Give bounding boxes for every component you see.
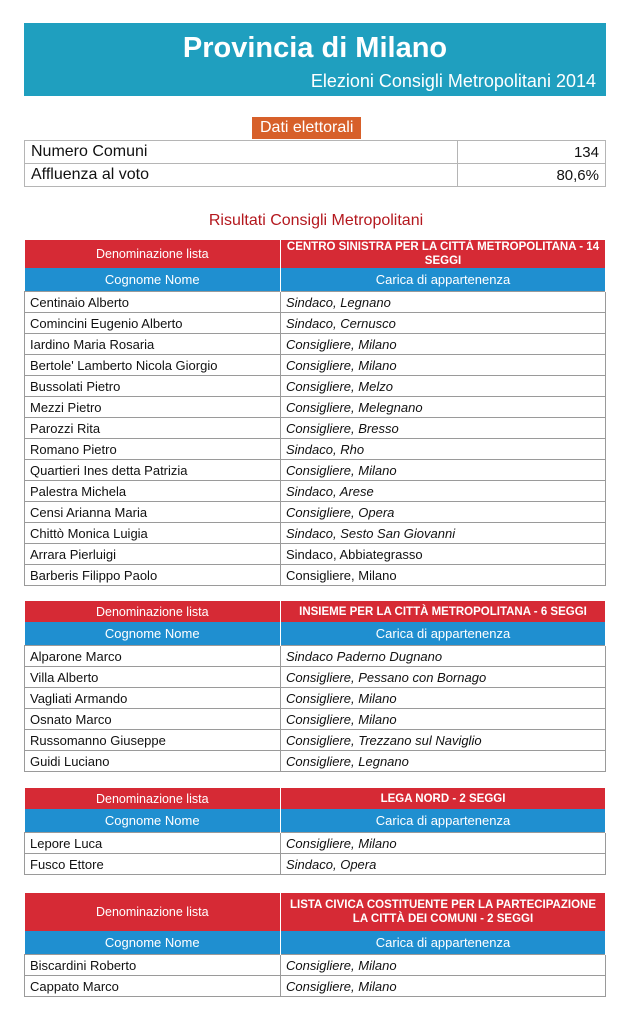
table-row <box>25 481 606 502</box>
member-role: Consigliere, Milano <box>281 565 606 586</box>
member-role: Sindaco, Cernusco <box>281 313 606 334</box>
member-role: Consigliere, Melegnano <box>281 397 606 418</box>
member-role: Consigliere, Bresso <box>281 418 606 439</box>
table-row <box>25 292 606 313</box>
member-role: Consigliere, Milano <box>281 460 606 481</box>
member-role: Sindaco, Sesto San Giovanni <box>281 523 606 544</box>
member-name: Lepore Luca <box>25 833 281 854</box>
table-row <box>25 397 606 418</box>
stats-table <box>24 140 606 187</box>
member-name: Quartieri Ines detta Patrizia <box>25 460 281 481</box>
member-role: Sindaco, Abbiategrasso <box>281 544 606 565</box>
member-name: Bussolati Pietro <box>25 376 281 397</box>
member-name: Osnato Marco <box>25 709 281 730</box>
table-row <box>25 313 606 334</box>
member-name: Chittò Monica Luigia <box>25 523 281 544</box>
stats-row-label: Affluenza al voto <box>25 164 458 187</box>
list-table-lista-civica <box>24 893 606 997</box>
table-row <box>25 334 606 355</box>
member-name: Vagliati Armando <box>25 688 281 709</box>
subheader-role: Carica di appartenenza <box>281 622 606 646</box>
table-row <box>25 709 606 730</box>
member-role: Consigliere, Opera <box>281 502 606 523</box>
member-name: Centinaio Alberto <box>25 292 281 313</box>
subheader-name: Cognome Nome <box>25 268 281 292</box>
member-role: Sindaco, Arese <box>281 481 606 502</box>
member-role: Consigliere, Legnano <box>281 751 606 772</box>
table-row <box>25 565 606 586</box>
table-row <box>25 418 606 439</box>
table-row <box>25 751 606 772</box>
member-role: Sindaco, Rho <box>281 439 606 460</box>
member-name: Barberis Filippo Paolo <box>25 565 281 586</box>
stats-row-value: 80,6% <box>458 164 606 187</box>
list-column-label: Denominazione lista <box>25 240 281 268</box>
table-row <box>25 376 606 397</box>
subheader-role: Carica di appartenenza <box>281 809 606 833</box>
list-name: INSIEME PER LA CITTÀ METROPOLITANA - 6 SEGGI <box>281 601 606 622</box>
member-name: Iardino Maria Rosaria <box>25 334 281 355</box>
list-header-row <box>25 788 606 809</box>
list-subheader-row <box>25 268 606 292</box>
list-subheader-row <box>25 809 606 833</box>
subheader-name: Cognome Nome <box>25 809 281 833</box>
member-name: Guidi Luciano <box>25 751 281 772</box>
member-name: Alparone Marco <box>25 646 281 667</box>
member-role: Consigliere, Milano <box>281 709 606 730</box>
list-name: LEGA NORD - 2 SEGGI <box>281 788 606 809</box>
member-role: Consigliere, Pessano con Bornago <box>281 667 606 688</box>
member-role: Consigliere, Milano <box>281 976 606 997</box>
member-role: Consigliere, Milano <box>281 355 606 376</box>
member-name: Palestra Michela <box>25 481 281 502</box>
list-header-row <box>25 240 606 268</box>
table-row <box>25 955 606 976</box>
list-column-label: Denominazione lista <box>25 893 281 931</box>
member-role: Sindaco, Legnano <box>281 292 606 313</box>
page-header <box>24 23 606 96</box>
table-row <box>25 523 606 544</box>
member-name: Arrara Pierluigi <box>25 544 281 565</box>
table-row <box>25 646 606 667</box>
member-name: Biscardini Roberto <box>25 955 281 976</box>
table-row <box>25 833 606 854</box>
member-role: Consigliere, Milano <box>281 955 606 976</box>
member-name: Villa Alberto <box>25 667 281 688</box>
member-name: Bertole' Lamberto Nicola Giorgio <box>25 355 281 376</box>
member-role: Consigliere, Milano <box>281 688 606 709</box>
page-title: Provincia di Milano <box>182 32 448 64</box>
member-role: Consigliere, Melzo <box>281 376 606 397</box>
member-name: Mezzi Pietro <box>25 397 281 418</box>
member-name: Fusco Ettore <box>25 854 281 875</box>
member-role: Consigliere, Milano <box>281 334 606 355</box>
list-name: CENTRO SINISTRA PER LA CITTÀ METROPOLITANA - 14 SEGGI <box>281 240 606 268</box>
list-column-label: Denominazione lista <box>25 788 281 809</box>
list-table-lega-nord <box>24 788 606 875</box>
results-title: Risultati Consigli Metropolitani <box>208 212 424 229</box>
table-row <box>25 730 606 751</box>
member-name: Comincini Eugenio Alberto <box>25 313 281 334</box>
list-column-label: Denominazione lista <box>25 601 281 622</box>
table-row <box>25 854 606 875</box>
table-row <box>25 667 606 688</box>
subheader-role: Carica di appartenenza <box>281 268 606 292</box>
member-role: Sindaco Paderno Dugnano <box>281 646 606 667</box>
member-name: Parozzi Rita <box>25 418 281 439</box>
table-row <box>25 439 606 460</box>
member-name: Cappato Marco <box>25 976 281 997</box>
subheader-role: Carica di appartenenza <box>281 931 606 955</box>
list-subheader-row <box>25 622 606 646</box>
member-role: Sindaco, Opera <box>281 854 606 875</box>
table-row <box>25 355 606 376</box>
list-header-row <box>25 893 606 931</box>
stats-row-value: 134 <box>458 141 606 164</box>
list-subheader-row <box>25 931 606 955</box>
table-row <box>25 976 606 997</box>
member-role: Consigliere, Milano <box>281 833 606 854</box>
list-name: LISTA CIVICA COSTITUENTE PER LA PARTECIPAZIONE LA CITTÀ DEI COMUNI - 2 SEGGI <box>281 893 606 931</box>
list-table-centro-sinistra <box>24 240 606 586</box>
stats-row-comuni <box>25 141 606 164</box>
page-subtitle: Elezioni Consigli Metropolitani 2014 <box>310 71 596 91</box>
table-row <box>25 688 606 709</box>
stats-label: Dati elettorali <box>252 117 361 139</box>
list-table-insieme <box>24 601 606 772</box>
stats-row-affluenza <box>25 164 606 187</box>
member-name: Censi Arianna Maria <box>25 502 281 523</box>
member-name: Russomanno Giuseppe <box>25 730 281 751</box>
table-row <box>25 460 606 481</box>
member-role: Consigliere, Trezzano sul Naviglio <box>281 730 606 751</box>
subheader-name: Cognome Nome <box>25 622 281 646</box>
stats-row-label: Numero Comuni <box>25 141 458 164</box>
subheader-name: Cognome Nome <box>25 931 281 955</box>
table-row <box>25 544 606 565</box>
table-row <box>25 502 606 523</box>
list-header-row <box>25 601 606 622</box>
member-name: Romano Pietro <box>25 439 281 460</box>
